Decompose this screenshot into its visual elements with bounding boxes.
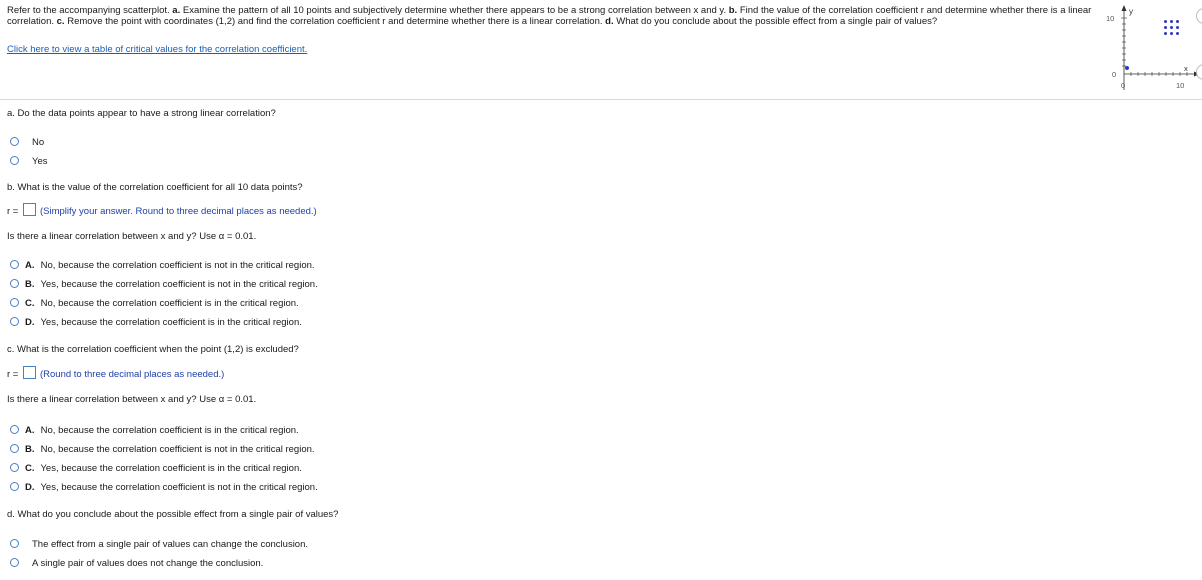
y-top-tick-label: 10 — [1106, 14, 1115, 23]
part-b-linear-question: Is there a linear correlation between x and y? Use α = 0.01. — [7, 231, 257, 242]
part-b-option-c[interactable] — [25, 298, 299, 309]
divider — [0, 99, 1202, 100]
part-c-linear-question: Is there a linear correlation between x and y? Use α = 0.01. — [7, 394, 257, 405]
part-b-r-input[interactable] — [23, 203, 36, 216]
part-c-radio-b[interactable] — [10, 444, 19, 453]
option-text: Yes, because the correlation coefficient is in the critical region. — [40, 463, 302, 474]
x-axis-label: x — [1184, 64, 1188, 73]
intro-text: What do you conclude about the possible effect from a single pair of values? — [613, 16, 938, 27]
part-b-radio-d[interactable] — [10, 317, 19, 326]
intro-part-b-label: b. — [728, 5, 738, 16]
part-c-r-input[interactable] — [23, 366, 36, 379]
part-b-radio-a[interactable] — [10, 260, 19, 269]
part-a-option-no[interactable]: No — [32, 137, 45, 148]
y-axis-arrow — [1122, 5, 1127, 11]
part-c-radio-d[interactable] — [10, 482, 19, 491]
intro-text: Examine the pattern of all 10 points and subjectively determine whether there appears to be a strong correlation between x and y. — [180, 5, 729, 16]
intro-part-a-label: a. — [172, 5, 181, 16]
option-letter: B. — [25, 279, 35, 290]
option-letter: D. — [25, 482, 35, 493]
part-c-option-b[interactable] — [25, 444, 315, 455]
part-d-radio-1[interactable] — [10, 539, 19, 548]
option-letter: C. — [25, 463, 35, 474]
part-c-r-label: r = — [7, 369, 19, 380]
intro-text: Find the value of the correlation coefficient r and determine whether there is a linear correlation. — [7, 5, 1092, 27]
problem-statement — [7, 5, 1105, 27]
part-c-question: c. What is the correlation coefficient when the point (1,2) is excluded? — [7, 344, 299, 355]
part-a-radio-yes[interactable] — [10, 156, 19, 165]
part-c-radio-c[interactable] — [10, 463, 19, 472]
part-b-r-label: r = — [7, 206, 19, 217]
expand-icon[interactable] — [1164, 20, 1182, 40]
y-axis-label: y — [1129, 7, 1133, 16]
part-b-radio-b[interactable] — [10, 279, 19, 288]
option-text: No, because the correlation coefficient is not in the critical region. — [40, 444, 315, 455]
part-c-hint: (Round to three decimal places as needed.) — [40, 369, 225, 380]
option-text: No, because the correlation coefficient is not in the critical region. — [40, 260, 315, 271]
part-d-option-2[interactable]: A single pair of values does not change the conclusion. — [32, 558, 264, 569]
intro-text: Remove the point with coordinates (1,2) and find the correlation coefficient r and determine whether there is a linear correlation. — [64, 16, 606, 27]
part-a-option-yes[interactable]: Yes — [32, 156, 48, 167]
option-text: No, because the correlation coefficient is in the critical region. — [40, 425, 299, 436]
part-b-hint: (Simplify your answer. Round to three decimal places as needed.) — [40, 206, 317, 217]
x-right-tick-label: 10 — [1176, 81, 1185, 90]
y-zero-tick-label: 0 — [1112, 70, 1117, 79]
option-text: Yes, because the correlation coefficient is in the critical region. — [40, 317, 302, 328]
option-letter: A. — [25, 425, 35, 436]
scatterplot-thumbnail[interactable] — [1100, 4, 1200, 96]
intro-text: Refer to the accompanying scatterplot. — [7, 5, 173, 16]
option-text: No, because the correlation coefficient is in the critical region. — [40, 298, 299, 309]
part-d-radio-2[interactable] — [10, 558, 19, 567]
part-b-option-d[interactable] — [25, 317, 302, 328]
part-d-question: d. What do you conclude about the possible effect from a single pair of values? — [7, 509, 339, 520]
option-letter: D. — [25, 317, 35, 328]
x-zero-tick-label: 0 — [1121, 81, 1126, 90]
part-c-radio-a[interactable] — [10, 425, 19, 434]
part-b-option-b[interactable] — [25, 279, 318, 290]
option-letter: B. — [25, 444, 35, 455]
part-a-radio-no[interactable] — [10, 137, 19, 146]
option-letter: A. — [25, 260, 35, 271]
part-a-question: a. Do the data points appear to have a strong linear correlation? — [7, 108, 276, 119]
part-b-radio-c[interactable] — [10, 298, 19, 307]
intro-part-c-label: c. — [56, 16, 65, 27]
part-c-option-c[interactable] — [25, 463, 302, 474]
part-b-option-a[interactable] — [25, 260, 315, 271]
data-point — [1125, 66, 1129, 70]
critical-values-link[interactable]: Click here to view a table of critical values for the correlation coefficient. — [7, 44, 308, 55]
part-c-option-a[interactable] — [25, 425, 299, 436]
option-letter: C. — [25, 298, 35, 309]
part-c-option-d[interactable] — [25, 482, 318, 493]
option-text: Yes, because the correlation coefficient is not in the critical region. — [40, 279, 318, 290]
intro-part-d-label: d. — [605, 16, 614, 27]
part-d-option-1[interactable]: The effect from a single pair of values can change the conclusion. — [32, 539, 309, 550]
part-b-question: b. What is the value of the correlation coefficient for all 10 data points? — [7, 182, 303, 193]
option-text: Yes, because the correlation coefficient is not in the critical region. — [40, 482, 318, 493]
